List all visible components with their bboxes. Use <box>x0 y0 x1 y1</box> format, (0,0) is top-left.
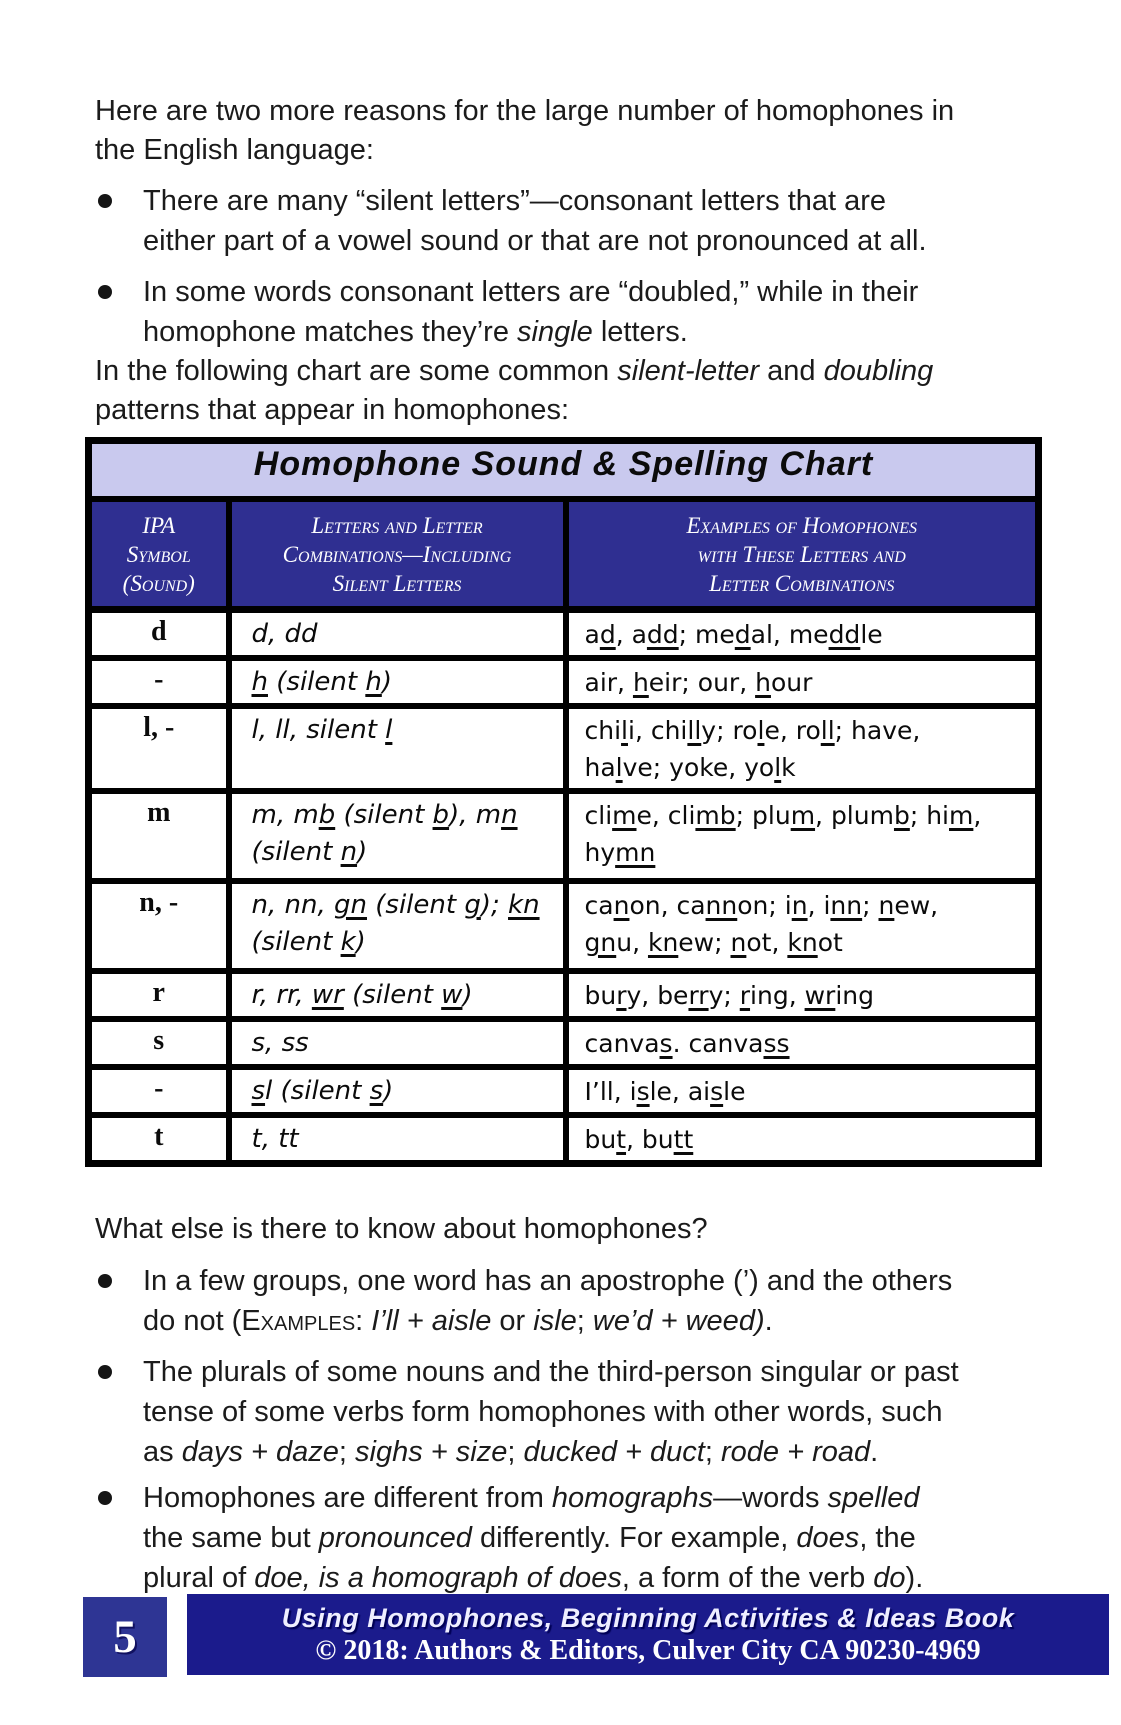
ipa-cell: r <box>89 971 229 1019</box>
header-examples: Examples of Homophones with These Letters and Letter Combinations <box>566 499 1039 610</box>
examples-cell: chili, chilly; role, roll; have, halve; yoke, yolk <box>566 706 1039 791</box>
letters-cell: n, nn, gn (silent g); kn (silent k) <box>229 881 566 971</box>
ipa-cell: t <box>89 1115 229 1164</box>
bullet-dot <box>98 1491 112 1505</box>
ipa-cell: - <box>89 1067 229 1115</box>
footer-book-title: Using Homophones, Beginning Activities & Ideas Book <box>281 1602 1015 1633</box>
bullet-plurals <box>94 1352 1054 1472</box>
ipa-cell: m <box>89 791 229 881</box>
chart-header-row <box>89 499 1039 610</box>
examples-cell: canvas. canvass <box>566 1019 1039 1067</box>
examples-cell: but, butt <box>566 1115 1039 1164</box>
homophone-chart-table <box>85 437 1042 1167</box>
table-row <box>89 971 1039 1019</box>
header-ipa-symbol: IPA Symbol (Sound) <box>89 499 229 610</box>
examples-cell: canon, cannon; in, inn; new, gnu, knew; not, knot <box>566 881 1039 971</box>
page-number-box <box>83 1597 167 1677</box>
letters-cell: h (silent h) <box>229 658 566 706</box>
ipa-cell: - <box>89 658 229 706</box>
chart-title-row <box>89 441 1039 500</box>
bullet-dot <box>98 1274 112 1288</box>
table-row <box>89 610 1039 659</box>
intro-paragraph: Here are two more reasons for the large number of homophones in the English language: <box>95 95 955 166</box>
letters-cell: d, dd <box>229 610 566 659</box>
bullet-text: Homophones are different from homographs—words spelled the same but pronounced differently. For example, does, the plural of doe, is a homograph of does, a form of the verb do). <box>143 1482 924 1594</box>
letters-cell: m, mb (silent b), mn (silent n) <box>229 791 566 881</box>
bullet-homographs <box>94 1478 1054 1598</box>
examples-cell: I’ll, isle, aisle <box>566 1067 1039 1115</box>
table-row <box>89 791 1039 881</box>
footer-bar <box>187 1594 1109 1675</box>
table-row <box>89 706 1039 791</box>
table-row <box>89 658 1039 706</box>
bullet-dot <box>98 285 112 299</box>
examples-cell: bury, berry; ring, wring <box>566 971 1039 1019</box>
letters-cell: s, ss <box>229 1019 566 1067</box>
examples-cell: air, heir; our, hour <box>566 658 1039 706</box>
bullet-dot <box>98 1365 112 1379</box>
ipa-cell: d <box>89 610 229 659</box>
letters-cell: t, tt <box>229 1115 566 1164</box>
header-letter-combinations: Letters and Letter Combinations—Including Silent Letters <box>229 499 566 610</box>
ipa-cell: l, - <box>89 706 229 791</box>
table-row <box>89 1067 1039 1115</box>
table-row <box>89 1115 1039 1164</box>
bullet-text: There are many “silent letters”—consonant letters that are either part of a vowel sound or that are not pronounced at all. <box>143 185 927 257</box>
examples-cell: clime, climb; plum, plumb; him, hymn <box>566 791 1039 881</box>
bullet-doubled-letters <box>94 272 1024 352</box>
bullet-text: The plurals of some nouns and the third-person singular or past tense of some verbs form homophones with other words, such as days + daze; sighs + size; ducked + duct; rode + road. <box>143 1356 959 1468</box>
ipa-cell: n, - <box>89 881 229 971</box>
chart-lead-paragraph: In the following chart are some common silent-letter and doubling patterns that appear in homophones: <box>95 355 934 426</box>
what-else-heading: What else is there to know about homophones? <box>95 1213 708 1245</box>
letters-cell: r, rr, wr (silent w) <box>229 971 566 1019</box>
letters-cell: l, ll, silent l <box>229 706 566 791</box>
footer-copyright: © 2018: Authors & Editors, Culver City CA 90230-4969 <box>315 1634 981 1666</box>
table-row <box>89 881 1039 971</box>
table-row <box>89 1019 1039 1067</box>
homophone-chart <box>85 437 1042 1167</box>
bullet-silent-letters <box>94 181 1024 261</box>
chart-title: Homophone Sound & Spelling Chart <box>89 441 1039 500</box>
bullet-text: In some words consonant letters are “doubled,” while in their homophone matches they’re single letters. <box>143 276 919 348</box>
ipa-cell: s <box>89 1019 229 1067</box>
examples-cell: ad, add; medal, meddle <box>566 610 1039 659</box>
letters-cell: sl (silent s) <box>229 1067 566 1115</box>
bullet-dot <box>98 194 112 208</box>
page-number: 5 <box>113 1611 137 1663</box>
bullet-apostrophe <box>94 1261 1054 1341</box>
bullet-text: In a few groups, one word has an apostrophe (’) and the others do not (Examples: I’ll + aisle or isle; we’d + weed). <box>143 1265 953 1337</box>
